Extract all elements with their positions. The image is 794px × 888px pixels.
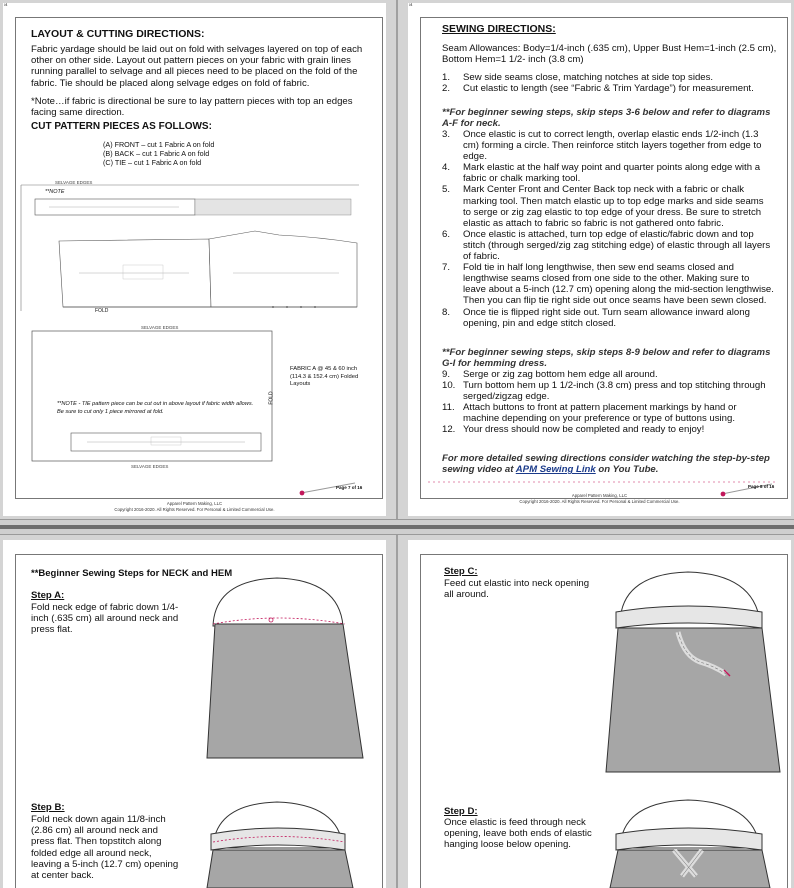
step-b-text: Fold neck down again 11/8-inch (2.86 cm) all around neck and press flat. Then topstitch along folded edge all around neck, leaving a 5-inch (12.7 cm) opening at center back. — [31, 814, 179, 882]
step-item: 4. Mark elastic at the half way point and quarter points along edge with a fabric or chalk marking tool. — [442, 162, 761, 185]
step-item: 8. Once tie is flipped right side out. Turn seam allowance inward along opening, pin and edge stitch closed. — [442, 306, 750, 329]
selvage-top-label: SELVAGE EDGES — [141, 325, 179, 330]
seam-allowances: Seam Allowances: Body=1/4-inch (.635 cm), Upper Bust Hem=1-inch (2.5 cm), Bottom Hem=1 1/2- inch (3.8 cm) — [442, 43, 777, 66]
step-b-label: Step B: — [31, 802, 65, 813]
steps-list-b — [442, 129, 774, 329]
cut-list — [103, 140, 214, 167]
beginner-note-neck: **For beginner sewing steps, skip steps 3-6 below and refer to diagrams A-F for neck. — [442, 107, 771, 130]
cut-item: (C) TIE – cut 1 Fabric A on fold — [103, 158, 202, 167]
step-item: 1. Sew side seams close, matching notches at side top sides. — [442, 72, 714, 83]
page-gap-horizontal — [0, 519, 794, 535]
step-item: 3. Once elastic is cut to correct length, overlap elastic ends 1/2-inch (1.3 cm) forming a circle. Then reinforce stitch layers together from edge to edge. — [442, 129, 762, 163]
step-item: 10. Turn bottom hem up 1 1/2-inch (3.8 cm) press and top stitching through serged/zigzag edge. — [442, 380, 766, 403]
steps-list-c — [442, 369, 774, 436]
page-9 — [3, 540, 386, 888]
step-item: 7. Fold tie in half long lengthwise, then sew end seams closed and lengthwise seams closed from one side to the other. Making sure to leave about a 5-inch (12.7 cm) opening along the mid-section lengthwise. Then you can flip tie right side out once seams have been sewn closed. — [442, 262, 774, 307]
step-d-label: Step D: — [444, 806, 478, 817]
layout-heading: LAYOUT & CUTTING DIRECTIONS: — [31, 28, 205, 40]
page-7: a LAYOUT & CUTTING DIRECTIONS: Fabric yardage should be laid out on fold with selvages layered on top of each other on other side. Layout out pattern pieces on your fabric with grain lines running parallel to selvage and all pieces need to be placed on the fold of the fabric. Tie should be placed along selvage edges on fold of fabric. *Note…if fabric is directional be sure to lay pattern pieces with top an edges facing same direction. CUT PATTERN PIECES AS FOLLOWS: (A) FRONT – cut 1 Fabric A on fold (B) BACK – cut 1 Fabric A on fold (C) TIE – cut 1 Fabric A on fold SELVAGE EDGES **NOTE FOLD SELVAGE EDGES SELVAGE EDGES **NOTE - TIE pattern piece can be cut out in above layout if fabric width allows. Be sure to cut only 1 piece mirrored at fold. FOLD FABRIC A @ 45 & 60 inch (114.3 & 152.4 cm) Folded Layouts Page 7 of 16 Apparel Pattern Making, LLC Copyright 2016-2020. All Rights Reserved. For Personal & Limited Commercial Use. — [3, 3, 386, 516]
step-item: 11. Attach buttons to front at pattern placement markings by hand or machine depending on your preference or type of buttons using. — [442, 402, 737, 425]
cut-item: (B) BACK – cut 1 Fabric A on fold — [103, 149, 210, 158]
tie-layout-note: **NOTE - TIE pattern piece can be cut out in above layout if fabric width allows. Be sure to cut only 1 piece mirrored at fold. — [57, 401, 254, 415]
step-item: 2. Cut elastic to length (see “Fabric & Trim Yardage”) for measurement. — [442, 83, 754, 95]
cut-heading: CUT PATTERN PIECES AS FOLLOWS: — [31, 121, 212, 132]
fabric-label: FABRIC A @ 45 & 60 inch (114.3 & 152.4 cm) Folded Layouts — [290, 366, 359, 388]
layout-intro: Fabric yardage should be laid out on fold with selvages layered on top of each other on other side. Layout out pattern pieces on your fabric with grain lines running parallel to selvage and all pieces need to be placed on the fold of the fabric. Tie should be placed along selvage edges on fold of fabric. — [31, 44, 363, 89]
layout-diagram-45in — [31, 325, 281, 470]
footer-company: Apparel Pattern Making, LLC — [571, 493, 628, 498]
steps-list-a — [442, 72, 782, 94]
dress-diagram-step-a — [203, 568, 373, 768]
beginner-heading: **Beginner Sewing Steps for NECK and HEM — [31, 568, 233, 579]
page-10 — [408, 540, 791, 888]
layout-note-label: **NOTE — [45, 189, 65, 195]
selvage-bottom-label: SELVAGE EDGES — [131, 464, 169, 469]
step-item: 12. Your dress should now be completed and ready to enjoy! — [442, 424, 705, 436]
video-link[interactable]: APM Sewing Link — [515, 464, 596, 476]
footer-copyright: Copyright 2016-2020. All Rights Reserved. For Personal & Limited Commercial Use. — [114, 507, 275, 512]
footer-copyright: Copyright 2016-2020. All Rights Reserved. For Personal & Limited Commercial Use. — [519, 499, 680, 504]
dress-diagram-step-c — [604, 566, 784, 776]
sewing-heading: SEWING DIRECTIONS: — [442, 23, 556, 35]
step-a-label: Step A: — [31, 590, 65, 601]
selvage-label: SELVAGE EDGES — [55, 180, 93, 185]
page-gap-vertical — [396, 0, 398, 888]
video-note: For more detailed sewing directions consider watching the step-by-step sewing video at APM Sewing Link on You Tube. — [442, 453, 770, 476]
step-item: 9. Serge or zig zag bottom hem edge all around. — [442, 369, 658, 380]
dress-diagram-step-b — [203, 798, 373, 888]
step-c-text: Feed cut elastic into neck opening all around. — [444, 578, 590, 601]
step-c-label: Step C: — [444, 566, 478, 577]
step-d-text: Once elastic is feed through neck opening, leave both ends of elastic hanging loose below opening. — [444, 817, 592, 851]
layout-diagram-60in — [19, 179, 363, 319]
page-number: Page 8 of 16 — [748, 484, 775, 489]
fold-label: FOLD — [95, 308, 109, 314]
cut-item: (A) FRONT – cut 1 Fabric A on fold — [103, 140, 215, 149]
page-number: Page 7 of 16 — [336, 485, 363, 490]
footer-company: Apparel Pattern Making, LLC — [166, 501, 223, 506]
step-a-text: Fold neck edge of fabric down 1/4-inch (.635 cm) all around neck and press flat. — [31, 602, 179, 636]
dress-diagram-step-d — [604, 796, 784, 888]
fold-label-vertical: FOLD — [268, 391, 275, 405]
beginner-note-hem: **For beginner sewing steps, skip steps 8-9 below and refer to diagrams G-I for hemming dress. — [442, 347, 771, 370]
layout-note: *Note…if fabric is directional be sure to lay pattern pieces with top an edges facing same direction. — [31, 96, 353, 119]
step-item: 5. Mark Center Front and Center Back top neck with a fabric or chalk marking tool. Then match elastic up to top edge marks and side seams to serge or zig zag elastic to top edge of your dress. Be sure to stretch elastic as attach to fabric so fabric is not gathered onto fabric. — [442, 184, 764, 229]
step-item: 6. Once elastic is attached, turn top edge of elastic/fabric down and top stitch (through serged/zig zag stitching edge) of elastic through all layers of fabric. — [442, 228, 771, 263]
page-8: a SEWING DIRECTIONS: Seam Allowances: Body=1/4-inch (.635 cm), Upper Bust Hem=1-inch (2.5 cm), Bottom Hem=1 1/2- inch (3.8 cm) 1. Sew side seams close, matching notches at side top sides. 2. Cut elastic to length (see “Fabric & Trim Yardage”) for measurement. **For beginner sewing steps, skip steps 3-6 below and refer to diagrams A-F for neck. 3. Once elastic is cut to correct length, overlap elastic ends 1/2-inch (1.3 cm) forming a circle. Then reinforce stitch layers together from edge to edge. 4. Mark elastic at the half way point and quarter points along edge with a fabric or chalk marking tool. 5. Mark Center Front and Center Back top neck with a fabric or chalk marking tool. Then match elastic up to top edge marks and side seams to serge or zig zag elastic to top edge of your dress. Be sure to stretch elastic as attach to fabric so fabric is not gathered onto fabric. 6. Once elastic is attached, turn top edge of elastic/fabric down and top stitch (through serged/zig zag stitching edge) of elastic through all layers of fabric. 7. Fold tie in half long lengthwise, then sew end seams closed and lengthwise seams closed from one side to the other. Making sure to leave about a 5-inch (12.7 cm) opening along the mid-section lengthwise. Then you can flip tie right side out once seams have been sewn closed. 8. Once tie is flipped right side out. Turn seam allowance inward along opening, pin and edge stitch closed. **For beginner sewing steps, skip steps 8-9 below and refer to diagrams G-I for hemming dress. 9. Serge or zig zag bottom hem edge all around. 10. Turn bottom hem up 1 1/2-inch (3.8 cm) press and top stitching through serged/zigzag edge. 11. Attach buttons to front at pattern placement markings by hand or machine depending on your preference or type of buttons using. 12. Your dress should now be completed and ready to enjoy! For more detailed sewing directions consider watching the step-by-step sewing video at APM Sewing Link on You Tube. Page 8 of 16 Apparel Pattern Making, LLC Copyright 2016-2020. All Rights Reserved. For Personal & Limited Commercial Use. — [408, 3, 791, 516]
